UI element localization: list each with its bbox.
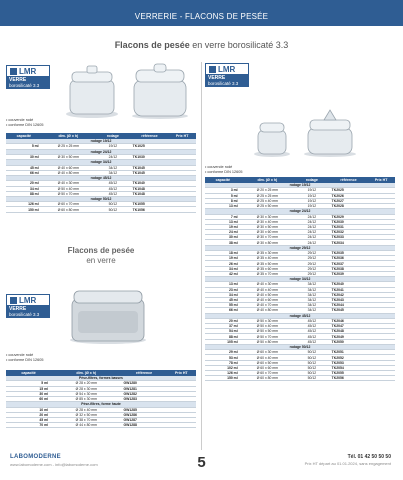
lmr-logo-icon	[10, 68, 17, 75]
cell-d: Ø 30 x 70 mm	[241, 235, 294, 240]
cell-r: 45/12	[294, 329, 330, 334]
cell-d: Ø 40 x 80 mm	[241, 308, 294, 313]
cell-ref: TK2053	[330, 360, 368, 365]
cell-d: Ø 50 x 40 mm	[42, 186, 95, 191]
price-table-right	[205, 177, 395, 381]
col-reference: référence	[131, 133, 169, 139]
cell-ref: GW1286	[122, 412, 167, 417]
cell-d: Ø 50 x 50 mm	[241, 329, 294, 334]
cell-d: Ø 30 x 30 mm	[241, 214, 294, 219]
cell-d: Ø 28 x 30 mm	[51, 386, 121, 391]
cell-d: Ø 60 x 40 mm	[241, 355, 294, 360]
cell-c: 88 ml	[205, 334, 241, 339]
cell-r: 24/12	[294, 230, 330, 235]
cell-c: 23 ml	[205, 287, 241, 292]
cell-r: 50/12	[294, 365, 330, 370]
cell-c: 5 ml	[6, 381, 51, 386]
cell-r: 19/12	[294, 198, 330, 203]
cell-d: Ø 60 x 80 mm	[42, 207, 95, 212]
col-dim: dim. (Ø x h)	[42, 133, 95, 139]
cell-d: Ø 40 x 30 mm	[42, 181, 95, 186]
lmr-logo-icon	[209, 66, 216, 73]
cell-d: Ø 44 x 80 mm	[51, 423, 121, 428]
website-link[interactable]: www.labomoderne.com - info@labomoderne.com	[10, 462, 98, 467]
cell-d: Ø 32 x 50 mm	[51, 412, 121, 417]
cell-c: 30 ml	[205, 235, 241, 240]
group-label: rodage 19/12	[6, 139, 196, 144]
cell-ref: TK1030	[131, 154, 169, 159]
col-capacite: capacité	[6, 133, 42, 139]
cell-d: Ø 25 x 50 mm	[241, 203, 294, 208]
cell-ref: TK2050	[330, 339, 368, 344]
cell-c: 34 ml	[6, 186, 42, 191]
cell-d: Ø 40 x 60 mm	[241, 297, 294, 302]
cell-c: 30 ml	[6, 154, 42, 159]
cell-ref: TK1048	[131, 186, 169, 191]
cell-d: Ø 60 x 50 mm	[241, 360, 294, 365]
cell-r: 45/12	[294, 318, 330, 323]
cell-ref: GW1287	[122, 417, 167, 422]
features-left: • couvercle rodé • conforme DIN 12605	[6, 118, 44, 127]
features-right: • couvercle rodé • conforme DIN 12605	[205, 165, 243, 174]
cell-c: 88 ml	[6, 191, 42, 196]
lmr-badge-right: LMR VERRE borosilicaté 3.3	[205, 63, 249, 87]
table-row	[6, 207, 196, 212]
cell-ref: TK2038	[330, 266, 368, 271]
phone-number: Tél. 01 42 50 50 50	[347, 454, 391, 460]
cell-ref: TK2048	[330, 329, 368, 334]
group-label: Pèse-filtres, forme haute	[6, 402, 196, 407]
cell-ref: TK2028	[330, 203, 368, 208]
cell-r: 29/12	[294, 261, 330, 266]
cell-d: Ø 40 x 30 mm	[241, 282, 294, 287]
cell-c: 15 ml	[6, 386, 51, 391]
cell-r: 29/12	[294, 251, 330, 256]
group-label: rodage 45/12	[205, 313, 395, 318]
cell-ref: TK2037	[330, 261, 368, 266]
page-title: Flacons de pesée en verre borosilicaté 3.3	[114, 40, 289, 50]
cell-r: 19/12	[95, 144, 131, 149]
cell-r: 29/12	[294, 266, 330, 271]
cell-c: 66 ml	[205, 308, 241, 313]
cell-c: 5 ml	[6, 144, 42, 149]
cell-c: 13 ml	[205, 282, 241, 287]
cell-ref: TK2040	[330, 282, 368, 287]
cell-ref: TK2047	[330, 324, 368, 329]
cell-c: 24 ml	[205, 230, 241, 235]
cell-price	[168, 207, 196, 212]
col-reference: référence	[330, 177, 368, 183]
cell-d: Ø 35 x 60 mm	[241, 266, 294, 271]
cell-ref: TK2046	[330, 318, 368, 323]
cell-c: 5 ml	[205, 193, 241, 198]
cell-ref: TK2030	[330, 219, 368, 224]
cell-d: Ø 30 x 80 mm	[241, 240, 294, 245]
cell-c: 18 ml	[205, 251, 241, 256]
cell-ref: TK2049	[330, 334, 368, 339]
cell-c: 37 ml	[205, 324, 241, 329]
cell-c: 45 ml	[205, 297, 241, 302]
cell-ref: TK2054	[330, 365, 368, 370]
col-reference: référence	[122, 370, 167, 376]
cell-d: Ø 35 x 40 mm	[241, 256, 294, 261]
cell-d: Ø 40 x 50 mm	[241, 292, 294, 297]
col-prix: Prix HT	[167, 370, 196, 376]
price-table-third	[6, 370, 196, 428]
cell-d: Ø 40 x 70 mm	[241, 303, 294, 308]
cell-d: Ø 30 x 50 mm	[241, 224, 294, 229]
cell-ref: TK1056	[131, 207, 169, 212]
cell-r: 45/12	[95, 181, 131, 186]
cell-r: 19/12	[294, 188, 330, 193]
cell-r: 34/12	[294, 297, 330, 302]
cell-ref: TK1055	[131, 202, 169, 207]
cell-c: 38 ml	[205, 240, 241, 245]
cell-c: 105 ml	[205, 339, 241, 344]
cell-r: 24/12	[294, 240, 330, 245]
cell-d: Ø 30 x 60 mm	[241, 230, 294, 235]
col-dim: dim. (Ø x h)	[51, 370, 121, 376]
cell-d: Ø 50 x 70 mm	[42, 191, 95, 196]
cell-d: Ø 30 x 40 mm	[241, 219, 294, 224]
cell-d: Ø 60 x 60 mm	[241, 365, 294, 370]
cell-ref: GW1285	[122, 407, 167, 412]
cell-r: 34/12	[95, 170, 131, 175]
cell-c: 60 ml	[6, 396, 51, 401]
cell-r: 50/12	[95, 207, 131, 212]
cell-r: 34/12	[294, 303, 330, 308]
cell-c: 19 ml	[205, 224, 241, 229]
cell-ref: TK2039	[330, 271, 368, 276]
cell-d: Ø 25 x 25 mm	[241, 193, 294, 198]
cell-c: 20 ml	[205, 318, 241, 323]
cell-ref: TK2051	[330, 350, 368, 355]
cell-c: 3 ml	[205, 188, 241, 193]
cell-r: 19/12	[294, 193, 330, 198]
cell-ref: TK2055	[330, 370, 368, 375]
group-label: rodage 50/12	[205, 344, 395, 349]
cell-d: Ø 35 x 70 mm	[241, 271, 294, 276]
group-label: rodage 24/12	[205, 209, 395, 214]
cell-r: 50/12	[294, 370, 330, 375]
table-row	[6, 423, 196, 428]
cell-ref: TK2025	[330, 188, 368, 193]
cell-r: 24/12	[95, 154, 131, 159]
brand-logo: LABOMODERNE	[10, 454, 61, 460]
cell-ref: TK2027	[330, 198, 368, 203]
cell-c: 102 ml	[205, 365, 241, 370]
cell-ref: TK2042	[330, 292, 368, 297]
cell-ref: TK2036	[330, 256, 368, 261]
cell-c: 19 ml	[205, 256, 241, 261]
cell-d: Ø 50 x 70 mm	[241, 334, 294, 339]
cell-ref: TK2052	[330, 355, 368, 360]
cell-r: 45/12	[95, 191, 131, 196]
cell-ref: TK2026	[330, 193, 368, 198]
cell-r: 45/12	[95, 186, 131, 191]
cell-d: Ø 35 x 30 mm	[241, 251, 294, 256]
col-rodage: rodage	[95, 133, 131, 139]
group-label: rodage 45/12	[6, 175, 196, 180]
col-dim: dim. (Ø x h)	[241, 177, 294, 183]
cell-d: Ø 60 x 30 mm	[241, 350, 294, 355]
cell-r: 19/12	[294, 203, 330, 208]
cell-c: 78 ml	[205, 360, 241, 365]
cell-ref: TK2045	[330, 308, 368, 313]
group-label: rodage 34/12	[205, 276, 395, 281]
cell-c: 45 ml	[6, 165, 42, 170]
cell-r: 34/12	[294, 282, 330, 287]
cell-c: 30 ml	[6, 391, 51, 396]
group-label: rodage 34/12	[6, 160, 196, 165]
col-prix: Prix HT	[168, 133, 196, 139]
cell-c: 7 ml	[205, 214, 241, 219]
page-footer	[0, 446, 403, 480]
cell-d: Ø 40 x 40 mm	[241, 287, 294, 292]
cell-r: 50/12	[95, 202, 131, 207]
features-bottom: • couvercle rodé • conforme DIN 12605	[6, 353, 44, 362]
cell-d: Ø 25 x 40 mm	[241, 198, 294, 203]
cell-ref: GW1280	[122, 381, 167, 386]
price-note: Prix HT départ au 01.01.2024, sans engagement	[304, 461, 391, 466]
group-label: rodage 50/12	[6, 196, 196, 201]
cell-c: 126 ml	[6, 202, 42, 207]
cell-ref: GW1281	[122, 386, 167, 391]
cell-c: 20 ml	[6, 412, 51, 417]
cell-c: 70 ml	[6, 423, 51, 428]
cell-ref: TK2044	[330, 303, 368, 308]
cell-c: 126 ml	[205, 370, 241, 375]
cell-c: 13 ml	[205, 203, 241, 208]
col-capacite: capacité	[205, 177, 241, 183]
cell-ref: TK2041	[330, 287, 368, 292]
cell-r: 29/12	[294, 256, 330, 261]
col-capacite: capacité	[6, 370, 51, 376]
cell-r: 24/12	[294, 214, 330, 219]
group-label: rodage 29/12	[205, 245, 395, 250]
cell-r: 34/12	[294, 292, 330, 297]
cell-ref: TK2034	[330, 240, 368, 245]
col-rodage: rodage	[294, 177, 330, 183]
page-header: VERRERIE - FLACONS DE PESÉE	[0, 0, 403, 26]
group-label: rodage 24/12	[6, 149, 196, 154]
cell-ref: GW1283	[122, 396, 167, 401]
cell-d: Ø 60 x 80 mm	[241, 376, 294, 381]
cell-ref: TK2056	[330, 376, 368, 381]
cell-ref: TK2031	[330, 224, 368, 229]
cell-c: 26 ml	[205, 261, 241, 266]
cell-d: Ø 50 x 80 mm	[241, 339, 294, 344]
cell-price	[367, 376, 395, 381]
cell-r: 34/12	[294, 308, 330, 313]
cell-c: 55 ml	[205, 303, 241, 308]
cell-c: 34 ml	[205, 292, 241, 297]
cell-ref: TK2035	[330, 251, 368, 256]
cell-r: 50/12	[294, 376, 330, 381]
cell-ref: TK1048	[131, 191, 169, 196]
cell-price	[167, 423, 196, 428]
lmr-badge-bottom: LMR VERRE borosilicaté 3.3	[6, 294, 50, 318]
cell-d: Ø 28 x 40 mm	[51, 407, 121, 412]
cell-ref: TK1045	[131, 170, 169, 175]
cell-d: Ø 60 x 70 mm	[241, 370, 294, 375]
cell-c: 150 ml	[6, 207, 42, 212]
cell-c: 8 ml	[205, 198, 241, 203]
cell-c: 34 ml	[205, 266, 241, 271]
cell-r: 24/12	[294, 224, 330, 229]
cell-d: Ø 50 x 40 mm	[241, 324, 294, 329]
cell-d: Ø 60 x 70 mm	[42, 202, 95, 207]
weighing-filter-photo	[66, 285, 150, 345]
cell-r: 34/12	[294, 287, 330, 292]
cell-ref: TK1040	[131, 181, 169, 186]
cell-ref: TK1025	[131, 144, 169, 149]
weighing-bottles-photo-left	[62, 58, 192, 120]
cell-r: 50/12	[294, 360, 330, 365]
cell-r: 50/12	[294, 355, 330, 360]
cell-d: Ø 25 x 25 mm	[42, 144, 95, 149]
cell-c: 150 ml	[205, 376, 241, 381]
cell-r: 50/12	[294, 350, 330, 355]
cell-c: 13 ml	[205, 219, 241, 224]
col-prix: Prix HT	[367, 177, 395, 183]
cell-r: 34/12	[95, 165, 131, 170]
cell-ref: GW1288	[122, 423, 167, 428]
cell-r: 24/12	[294, 235, 330, 240]
page-number: 5	[197, 454, 206, 471]
cell-ref: TK2029	[330, 214, 368, 219]
cell-ref: TK2043	[330, 297, 368, 302]
cell-c: 45 ml	[6, 417, 51, 422]
cell-c: 29 ml	[205, 350, 241, 355]
cell-d: Ø 54 x 30 mm	[51, 391, 121, 396]
cell-d: Ø 40 x 60 mm	[42, 165, 95, 170]
lmr-badge-left: LMR VERRE borosilicaté 3.3	[6, 65, 50, 89]
cell-ref: TK1045	[131, 165, 169, 170]
cell-c: 66 ml	[6, 170, 42, 175]
cell-c: 53 ml	[205, 355, 241, 360]
cell-r: 24/12	[294, 219, 330, 224]
cell-d: Ø 35 x 50 mm	[241, 261, 294, 266]
cell-c: 42 ml	[205, 271, 241, 276]
cell-d: Ø 50 x 30 mm	[241, 318, 294, 323]
group-label: Pèse-filtres, formes basses	[6, 376, 196, 381]
cell-d: Ø 20 x 25 mm	[241, 188, 294, 193]
cell-d: Ø 85 x 30 mm	[51, 396, 121, 401]
table-row	[205, 376, 395, 381]
cell-c: 54 ml	[205, 329, 241, 334]
cell-r: 29/12	[294, 271, 330, 276]
lmr-logo-icon	[10, 297, 17, 304]
price-table-left	[6, 133, 196, 213]
cell-r: 45/12	[294, 334, 330, 339]
cell-ref: TK2032	[330, 230, 368, 235]
cell-r: 45/12	[294, 339, 330, 344]
column-divider	[201, 62, 202, 450]
weighing-bottles-photo-right	[250, 108, 358, 158]
cell-d: Ø 38 x 70 mm	[51, 417, 121, 422]
cell-d: Ø 40 x 80 mm	[42, 170, 95, 175]
cell-r: 45/12	[294, 324, 330, 329]
cell-d: Ø 30 x 50 mm	[42, 154, 95, 159]
cell-c: 10 ml	[6, 407, 51, 412]
cell-d: Ø 28 x 20 mm	[51, 381, 121, 386]
cell-ref: TK2033	[330, 235, 368, 240]
cell-c: 20 ml	[6, 181, 42, 186]
cell-ref: GW1282	[122, 391, 167, 396]
subsection-title: Flacons de pesée en verre	[67, 246, 135, 265]
group-label: rodage 19/12	[205, 183, 395, 188]
